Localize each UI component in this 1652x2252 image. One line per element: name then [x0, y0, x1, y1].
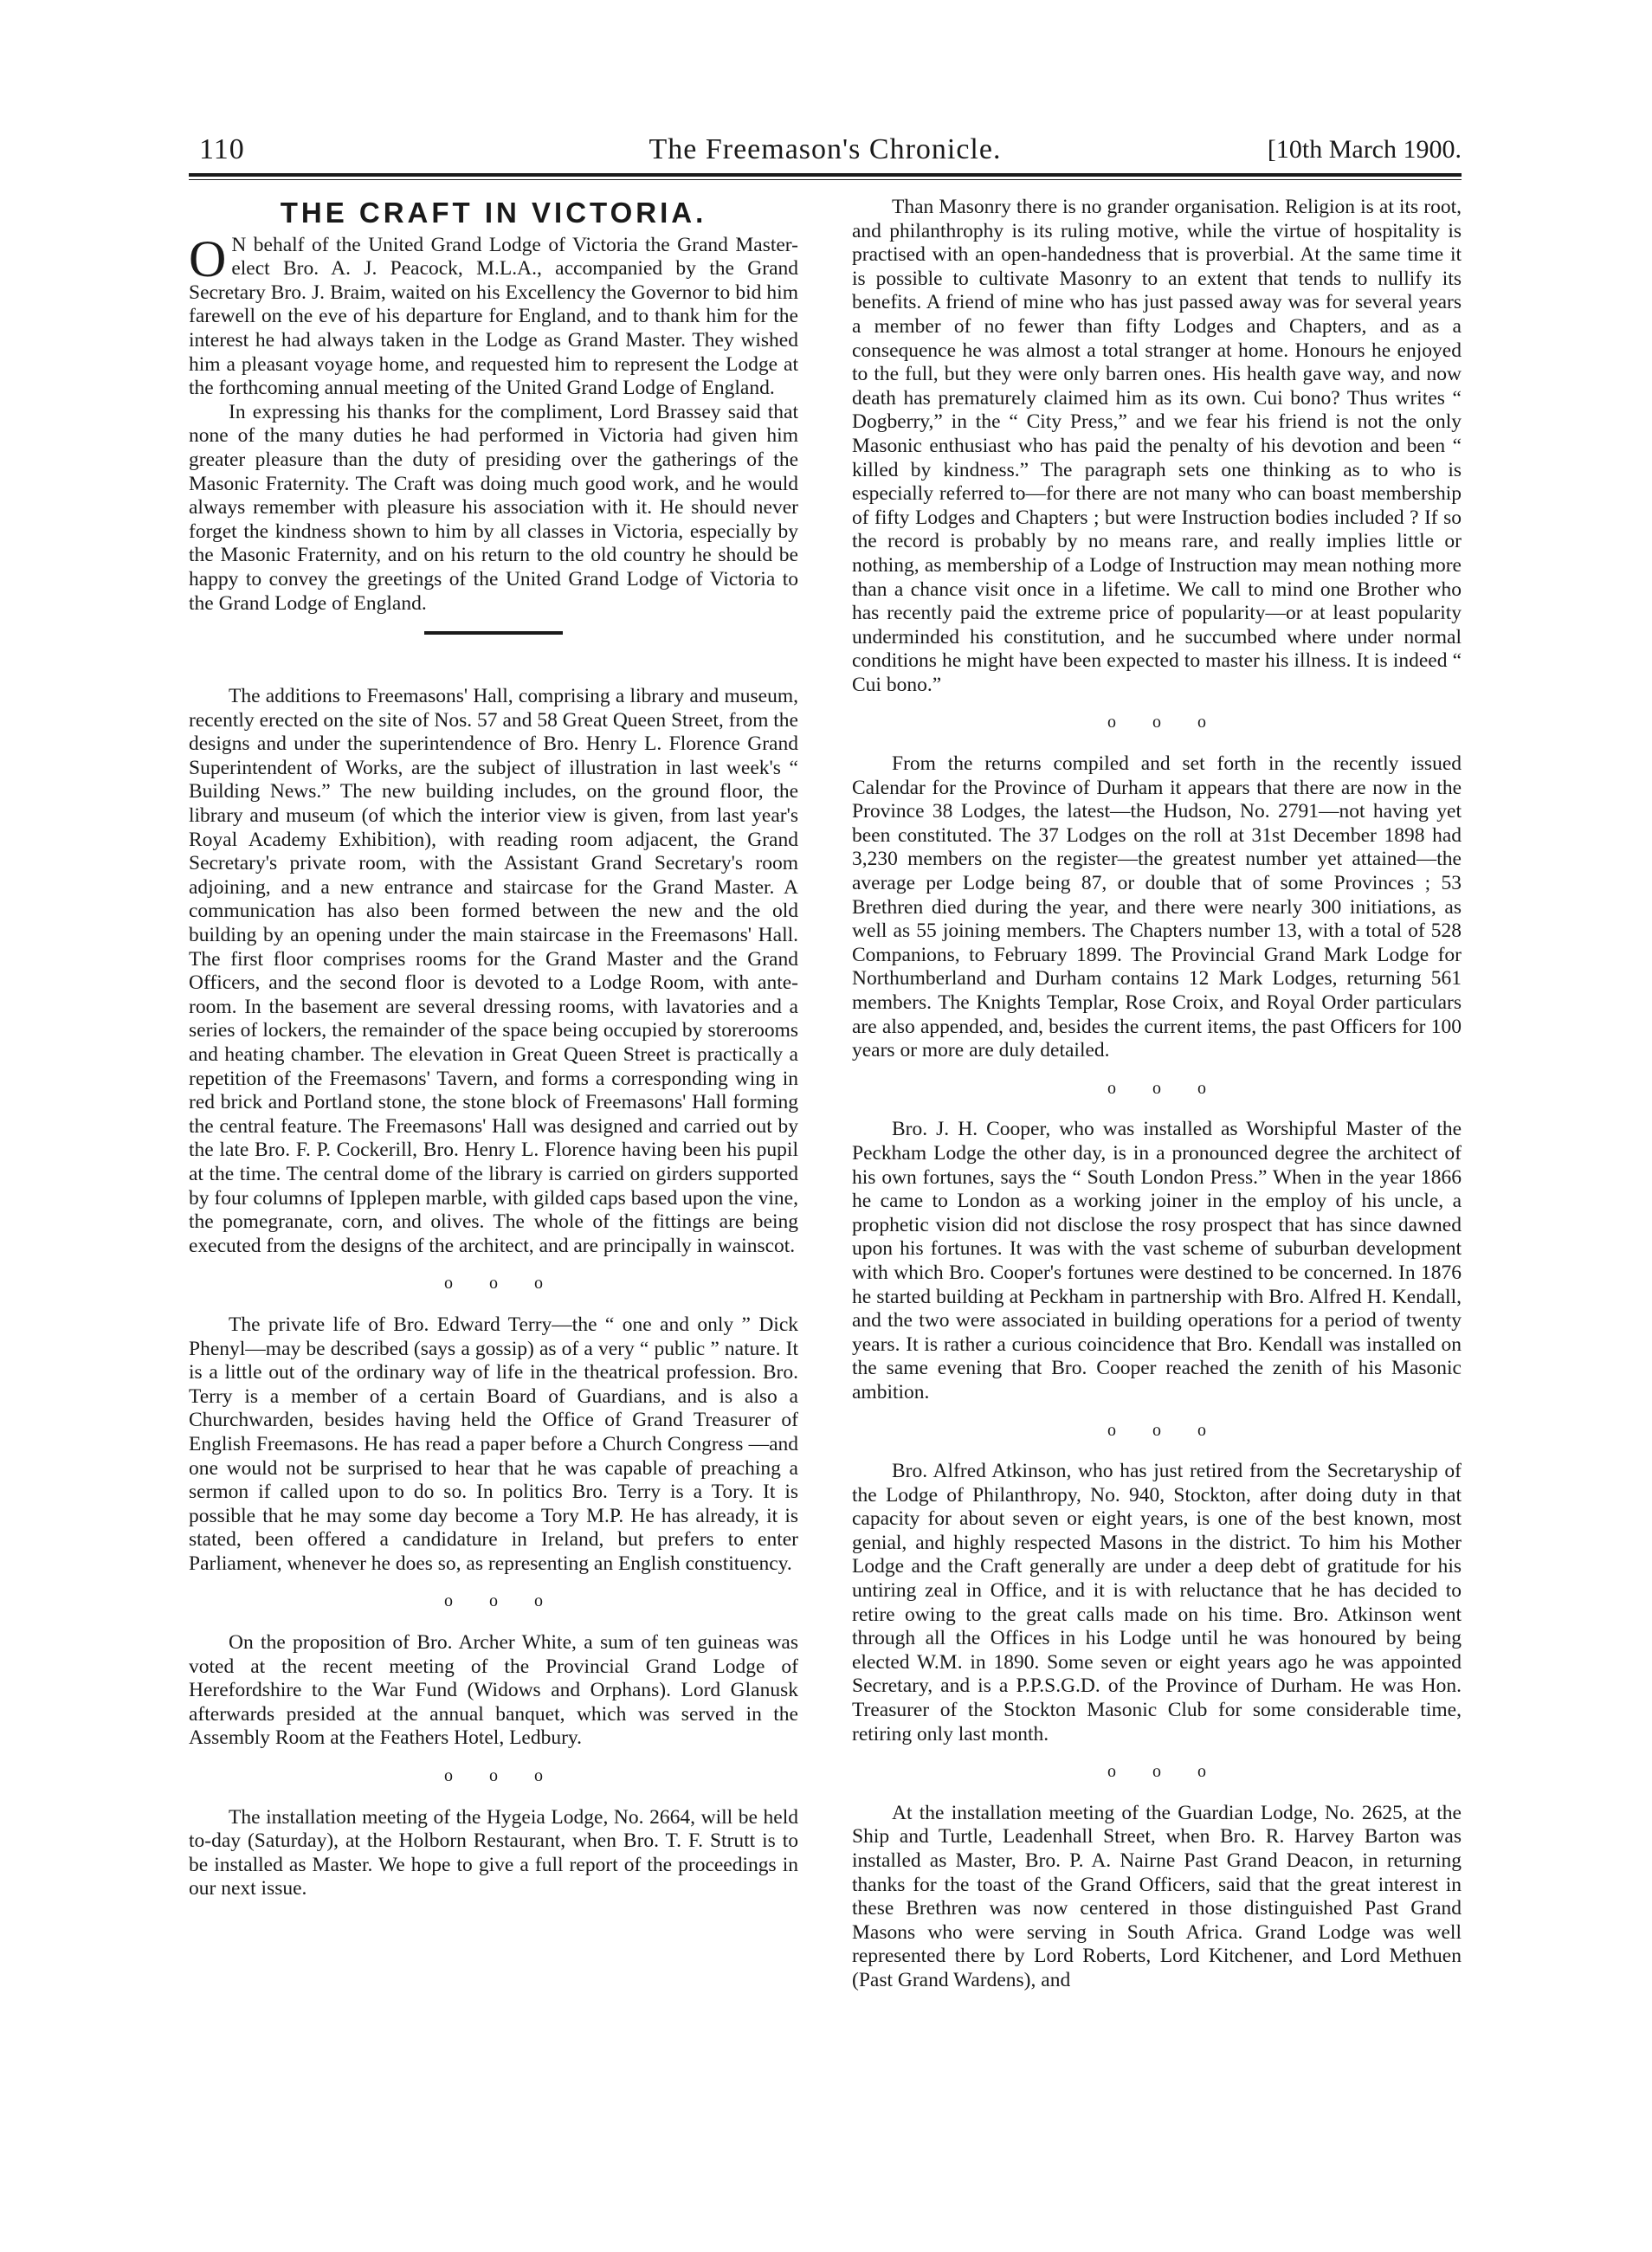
paragraph-separator [189, 1590, 798, 1614]
separator-glyph: o [444, 1766, 489, 1786]
journal-title: The Freemason's Chronicle. [649, 133, 1002, 165]
alfred-atkinson-paragraph: Bro. Alfred Atkinson, who has just retired from the Secretaryship of the Lodge of Philanthropy, No. 940, Stockton, after doing duty in that capacity for about seven or eight years, is one of the best known, most genial, and highly respected Masons in the district. To him his Mother Lodge and the Craft generally are under a deep debt of gratitude for his untiring zeal in Office, and it is with reluctance that he has decided to retire owing to the great calls made on his time. Bro. Atkinson went through all the Offices in his Lodge until he was honoured by being elected W.M. in 1890. Some seven or eight years ago he was appointed Secretary, and is a P.P.S.G.D. of the Province of Durham. He was Hon. Treasurer of the Stockton Masonic Club for some considerable time, retiring only last month. [852, 1460, 1462, 1745]
separator-glyph: o [1152, 1078, 1197, 1098]
drop-cap: O [189, 229, 227, 287]
paragraph-separator [189, 1272, 798, 1296]
separator-glyph: o [1152, 713, 1197, 732]
issue-date: [10th March 1900. [1267, 135, 1462, 164]
separator-glyph: o [1197, 713, 1242, 732]
page-number: 110 [199, 133, 245, 165]
section-gap [189, 648, 798, 685]
paragraph-separator [852, 1077, 1462, 1101]
edward-terry-paragraph: The private life of Bro. Edward Terry—the “ one and only ” Dick Phenyl—may be described (says a gossip) as of a very “ public ” nature. It is a little out of the ordinary way of life in the theatrical profession. Bro. Terry is a member of a certain Board of Guardians, and is also a Churchwarden, besides having held the Office of Grand Treasurer of English Freemasons. He has read a paper before a Church Congress —and one would not be surprised to hear that he was capable of preaching a sermon if called upon to do so. In politics Bro. Terry is a Tory. It is possible that he may some day become a Tory M.P. He has already, it is stated, been offered a candidature in Ireland, but prefers to enter Parliament, whenever he does so, as representing an English constituency. [189, 1313, 798, 1575]
separator-glyph: o [489, 1274, 534, 1294]
separator-glyph: o [489, 1766, 534, 1786]
separator-glyph: o [1197, 1762, 1242, 1782]
separator-glyph: o [534, 1274, 579, 1294]
left-column [189, 196, 798, 1901]
separator-glyph: o [1197, 1420, 1242, 1440]
separator-glyph: o [1152, 1420, 1197, 1440]
paragraph-separator [852, 1419, 1462, 1443]
masonry-organisation-paragraph: Than Masonry there is no grander organisation. Religion is at its root, and philanthrophy is its ruling motive, while the virtue of hospitality is practised with an open-handedness that is proverbial. At the same time it is possible to cultivate Masonry to an extent that tends to nullify its benefits. A friend of mine who has just passed away was for several years a member of no fewer than fifty Lodges and Chapters, and as a consequence he was almost a total stranger at home. Honours he enjoyed to the full, but they were only barren ones. His health gave way, and now death has prematurely claimed him as its own. Cui bono? Thus writes “ Dogberry,” in the “ City Press,” and we fear his friend is not the only Masonic enthusiast who has paid the penalty of his devotion and been “ killed by kindness.” The paragraph sets one thinking as to who is especially referred to—for there are not many who can boast membership of fifty Lodges and Chapters ; but were Instruction bodies included ? If so the record is probably by no means rare, and really implies little or nothing, as membership of a Lodge of Instruction may mean nothing more than a chance visit once in a lifetime. We call to mind one Brother who has recently paid the extreme price of popularity—or at least popularity underminded his constitution, and he succumbed where under normal conditions he might have been expected to master his illness. It is indeed “ Cui bono.” [852, 196, 1462, 696]
freemasons-hall-paragraph: The additions to Freemasons' Hall, comprising a library and museum, recently erected on the site of Nos. 57 and 58 Great Queen Street, from the designs and under the superintendence of Bro. Henry L. Florence Grand Superintendent of Works, are the subject of illustration in last week's “ Building News.” The new building includes, on the ground floor, the library and museum (of which the interior view is given, from last year's Royal Academy Exhibition), with reading room adjacent, the Grand Secretary's private room, with the Assistant Grand Secretary's room adjoining, and a new entrance and staircase for the Grand Master. A communication has also been formed between the new and the old building by an opening under the main staircase in the Freemasons' Hall. The first floor comprises rooms for the Grand Master and the Grand Officers, and the second floor is devoted to a Lodge Room, with ante-room. In the basement are several dressing rooms, with lavatories and a series of lockers, the remainder of the space being occupied by storerooms and heating chamber. The elevation in Great Queen Street is practically a repetition of the Freemasons' Tavern, and forms a corresponding wing in red brick and Portland stone, the stone block of Freemasons' Hall forming the central feature. The Freemasons' Hall was designed and carried out by the late Bro. F. P. Cockerill, Bro. Henry L. Florence having been his pupil at the time. The central dome of the library is carried on girders supported by four columns of Ipplepen marble, with gilded caps based upon the vine, the pomegranate, corn, and olives. The whole of the fittings are being executed from the designs of the architect, and are principally in wainscot. [189, 685, 798, 1257]
right-column [852, 196, 1462, 1993]
victoria-paragraph-1 [189, 229, 798, 401]
victoria-paragraph-1-text: N behalf of the United Grand Lodge of Victoria the Grand Master-elect Bro. A. J. Peacock, M.L.A., accompanied by the Grand Secretary Bro. J. Braim, waited on his Excellency the Governor to bid him farewell on the eve of his departure for England, and to thank him for the interest he had always taken in the Lodge as Grand Master. They wished him a pleasant voyage home, and requested him to represent the Lodge at the forthcoming annual meeting of the United Grand Lodge of England. [189, 233, 798, 400]
durham-province-paragraph: From the returns compiled and set forth in the recently issued Calendar for the Province of Durham it appears that there are now in the Province 38 Lodges, the latest—the Hudson, No. 2791—not having yet been constituted. The 37 Lodges on the roll at 31st December 1898 had 3,230 members on the register—the greatest number yet attained—the average per Lodge being 87, or double that of some Provinces ; 53 Brethren died during the year, and there were nearly 300 initiations, as well as 55 joining members. The Chapters number 13, with a total of 528 Companions, to February 1899. The Provincial Grand Mark Lodge for Northumberland and Durham contains 12 Mark Lodges, returning 561 members. The Knights Templar, Rose Croix, and Royal Order particulars are also appended, and, besides the current items, the past Officers for 100 years or more are duly detailed. [852, 752, 1462, 1062]
header-rule-thin [189, 179, 1462, 180]
separator-glyph: o [444, 1274, 489, 1294]
separator-glyph: o [444, 1591, 489, 1611]
running-head [189, 130, 1462, 175]
separator-glyph: o [1107, 1762, 1152, 1782]
separator-glyph: o [1197, 1078, 1242, 1098]
paragraph-separator [852, 1760, 1462, 1784]
guardian-lodge-paragraph: At the installation meeting of the Guardian Lodge, No. 2625, at the Ship and Turtle, Leadenhall Street, when Bro. R. Harvey Barton was installed as Master, Bro. P. A. Nairne Past Grand Deacon, in returning thanks for the toast of the Grand Officers, said that the great interest in these Brethren was now centered in those distinguished Past Grand Masons who were serving in South Africa. Grand Lodge was well represented there by Lord Roberts, Lord Kitchener, and Lord Methuen (Past Grand Wardens), and [852, 1801, 1462, 1991]
section-divider-rule [424, 631, 563, 635]
separator-glyph: o [1107, 1420, 1152, 1440]
paragraph-separator [852, 711, 1462, 735]
victoria-paragraph-2: In expressing his thanks for the compliment, Lord Brassey said that none of the many duties he had performed in Victoria had given him greater pleasure than the duty of presiding over the gatherings of the Masonic Fraternity. The Craft was doing much good work, and he would always remember with pleasure his association with it. He should never forget the kindness shown to him by all classes in Victoria, especially by the Masonic Fraternity, and on his return to the old country he should be happy to convey the greetings of the United Grand Lodge of Victoria to the Grand Lodge of England. [189, 400, 798, 615]
separator-glyph: o [1107, 713, 1152, 732]
jh-cooper-paragraph: Bro. J. H. Cooper, who was installed as Worshipful Master of the Peckham Lodge the other day, is in a pronounced degree the architect of his own fortunes, says the “ South London Press.” When in the year 1866 he came to London as a working joiner in the employ of his uncle, a prophetic vision did not disclose the rosy prospect that has since dawned upon his fortunes. It was with the vast scheme of suburban development with which Bro. Cooper's fortunes were destined to be concerned. In 1876 he started building at Peckham in partnership with Bro. Alfred H. Kendall, and the two were associated in building operations for a period of twenty years. It is rather a curious coincidence that Bro. Kendall was installed on the same evening that Bro. Cooper reached the zenith of his Masonic ambition. [852, 1118, 1462, 1403]
hygeia-lodge-paragraph: The installation meeting of the Hygeia Lodge, No. 2664, will be held to-day (Saturday), at the Holborn Restaurant, when Bro. T. F. Strutt is to be installed as Master. We hope to give a full report of the proceedings in our next issue. [189, 1805, 798, 1900]
header-rule-thick [189, 173, 1462, 177]
separator-glyph: o [534, 1766, 579, 1786]
separator-glyph: o [489, 1591, 534, 1611]
separator-glyph: o [1107, 1078, 1152, 1098]
separator-glyph: o [534, 1591, 579, 1611]
paragraph-separator [189, 1765, 798, 1789]
archer-white-paragraph: On the proposition of Bro. Archer White, a sum of ten guineas was voted at the recent meeting of the Provincial Grand Lodge of Herefordshire to the War Fund (Widows and Orphans). Lord Glanusk afterwards presided at the annual banquet, which was served in the Assembly Room at the Feathers Hotel, Ledbury. [189, 1631, 798, 1750]
section-title: THE CRAFT IN VICTORIA. [280, 197, 707, 229]
separator-glyph: o [1152, 1762, 1197, 1782]
